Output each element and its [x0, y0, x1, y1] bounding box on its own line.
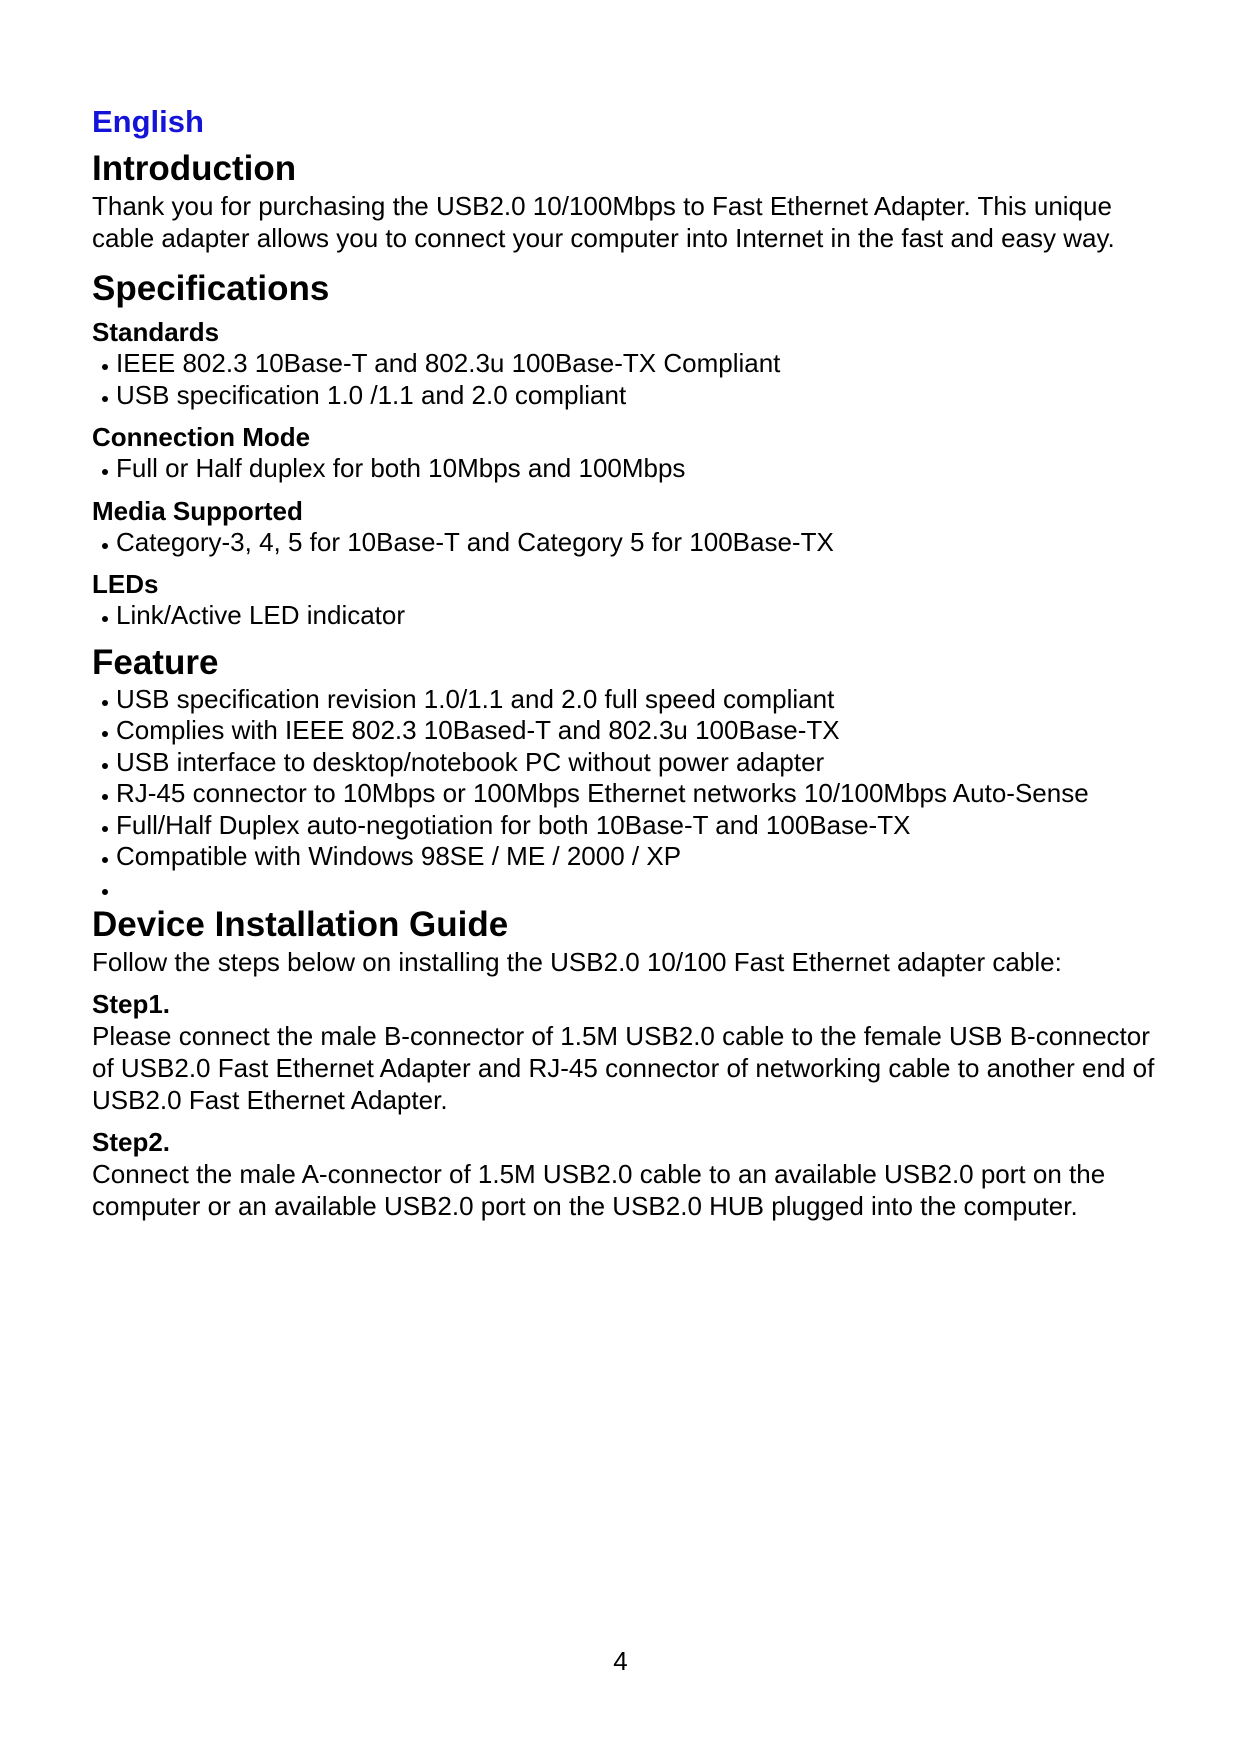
bullet-icon: [102, 763, 108, 769]
list-item-text: Link/Active LED indicator: [116, 600, 406, 630]
step-text: Connect the male A-connector of 1.5M USB2.0 cable to an available USB2.0 port on the computer or an available USB2.0 port on the USB2.0 HUB plugged into the computer.: [92, 1159, 1106, 1221]
step-text: Please connect the male B-connector of 1.5M USB2.0 cable to the female USB B-connector of USB2.0 Fast Ethernet Adapter and RJ-45 connector of networking cable to another end of USB2.0 Fast Ethernet Adapter.: [92, 1021, 1155, 1115]
document-page: [92, 102, 1172, 1222]
spec-list: [92, 453, 1172, 485]
bullet-icon: [102, 543, 108, 549]
list-item-text: IEEE 802.3 10Base-T and 802.3u 100Base-TX Compliant: [116, 348, 781, 378]
spec-group-standards: [92, 316, 1172, 411]
bullet-icon: [102, 364, 108, 370]
installation-intro: Follow the steps below on installing the USB2.0 10/100 Fast Ethernet adapter cable:: [92, 947, 1062, 977]
bullet-icon: [102, 857, 108, 863]
spec-list: [92, 600, 1172, 632]
specifications-heading: Specifications: [92, 269, 330, 308]
list-item-text: USB specification 1.0 /1.1 and 2.0 compliant: [116, 379, 627, 410]
list-item: [92, 600, 1172, 632]
step-label: Step2.: [92, 1127, 171, 1157]
list-item: [92, 453, 1172, 485]
bullet-icon: [102, 616, 108, 622]
spec-group-leds: [92, 568, 1172, 632]
list-item: [92, 715, 1172, 747]
spec-list: [92, 348, 1172, 411]
spec-group-heading: Media Supported: [92, 495, 303, 526]
list-item-empty: [92, 873, 1172, 905]
language-heading: English: [92, 104, 204, 139]
list-item-text: Category-3, 4, 5 for 10Base-T and Category 5 for 100Base-TX: [116, 526, 834, 557]
list-item-text: Complies with IEEE 802.3 10Based-T and 802.3u 100Base-TX: [116, 715, 840, 745]
page-number: 4: [613, 1646, 628, 1676]
list-item: [92, 380, 1172, 412]
bullet-icon: [102, 889, 108, 895]
bullet-icon: [102, 396, 108, 402]
list-item-text: USB specification revision 1.0/1.1 and 2.0 full speed compliant: [116, 683, 835, 714]
step-1: [92, 988, 1172, 1116]
list-item-text: Full/Half Duplex auto-negotiation for both 10Base-T and 100Base-TX: [116, 809, 911, 840]
bullet-icon: [102, 731, 108, 737]
bullet-icon: [102, 700, 108, 706]
list-item-text: USB interface to desktop/notebook PC without power adapter: [116, 746, 825, 777]
spec-group-heading: Standards: [92, 317, 220, 347]
list-item: [92, 684, 1172, 716]
spec-group-heading: LEDs: [92, 569, 159, 599]
feature-list: [92, 684, 1172, 905]
introduction-text: Thank you for purchasing the USB2.0 10/100Mbps to Fast Ethernet Adapter. This unique cable adapter allows you to connect your computer into Internet in the fast and easy way.: [92, 191, 1115, 253]
list-item: [92, 841, 1172, 873]
list-item: [92, 778, 1172, 810]
step-label: Step1.: [92, 989, 171, 1019]
spec-group-media-supported: [92, 495, 1172, 559]
spec-group-connection-mode: [92, 421, 1172, 485]
list-item: [92, 348, 1172, 380]
bullet-icon: [102, 794, 108, 800]
feature-heading: Feature: [92, 642, 219, 682]
list-item-text: RJ-45 connector to 10Mbps or 100Mbps Ethernet networks 10/100Mbps Auto-Sense: [116, 778, 1089, 808]
bullet-icon: [102, 826, 108, 832]
installation-heading: Device Installation Guide: [92, 905, 509, 944]
bullet-icon: [102, 469, 108, 475]
list-item: [92, 527, 1172, 559]
list-item: [92, 747, 1172, 779]
list-item-text: Compatible with Windows 98SE / ME / 2000 / XP: [116, 841, 682, 871]
introduction-heading: Introduction: [92, 149, 297, 188]
list-item: [92, 810, 1172, 842]
step-2: [92, 1126, 1172, 1222]
spec-group-heading: Connection Mode: [92, 422, 311, 452]
list-item-text: Full or Half duplex for both 10Mbps and 100Mbps: [116, 453, 686, 483]
spec-list: [92, 527, 1172, 559]
